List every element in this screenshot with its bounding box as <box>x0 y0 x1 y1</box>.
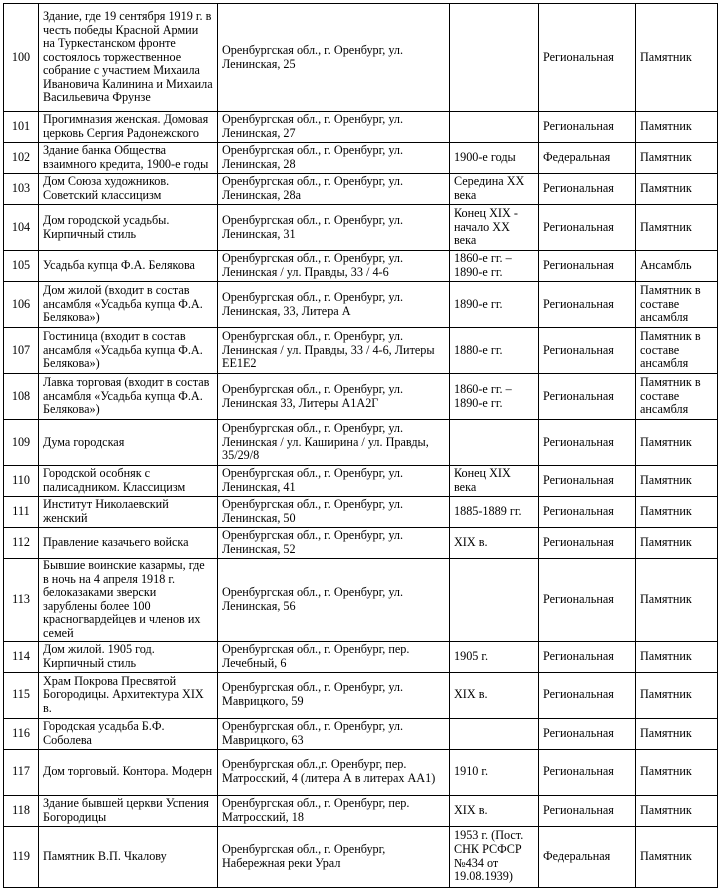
object-date-cell <box>450 420 539 466</box>
row-number-cell: 115 <box>4 672 39 718</box>
object-address-cell: Оренбургская обл., г. Оренбург, ул. Ленинская, 31 <box>218 205 450 251</box>
object-address-cell: Оренбургская обл., г. Оренбург, ул. Ленинская / ул. Правды, 33 / 4-6 <box>218 251 450 282</box>
object-address-cell: Оренбургская обл., г. Оренбург, Набережная реки Урал <box>218 826 450 887</box>
object-type-cell: Памятник <box>636 795 718 826</box>
row-number-cell: 102 <box>4 143 39 174</box>
object-name-cell: Памятник В.П. Чкалову <box>39 826 218 887</box>
object-name-cell: Правление казачьего войска <box>39 528 218 559</box>
object-address-cell: Оренбургская обл., г. Оренбург, ул. Ленинская / ул. Правды, 33 / 4-6, Литеры ЕЕ1Е2 <box>218 328 450 374</box>
table-row <box>4 174 718 205</box>
protection-category-cell: Региональная <box>539 174 636 205</box>
table-row <box>4 559 718 642</box>
table-row <box>4 143 718 174</box>
protection-category-cell: Региональная <box>539 374 636 420</box>
row-number-cell: 118 <box>4 795 39 826</box>
object-address-cell: Оренбургская обл., г. Оренбург, ул. Ленинская, 50 <box>218 497 450 528</box>
row-number-cell: 108 <box>4 374 39 420</box>
protection-category-cell: Региональная <box>539 528 636 559</box>
object-date-cell: 1860-е гг. – 1890-е гг. <box>450 251 539 282</box>
table-row <box>4 420 718 466</box>
row-number-cell: 101 <box>4 112 39 143</box>
object-address-cell: Оренбургская обл., г. Оренбург, ул. Ленинская, 25 <box>218 4 450 112</box>
table-row <box>4 528 718 559</box>
object-type-cell: Памятник <box>636 497 718 528</box>
protection-category-cell: Региональная <box>539 328 636 374</box>
protection-category-cell: Региональная <box>539 749 636 795</box>
object-date-cell: 1860-е гг. – 1890-е гг. <box>450 374 539 420</box>
object-date-cell: 1880-е гг. <box>450 328 539 374</box>
object-type-cell: Памятник <box>636 749 718 795</box>
object-address-cell: Оренбургская обл., г. Оренбург, ул. Ленинская, 28 <box>218 143 450 174</box>
object-name-cell: Дом городской усадьбы. Кирпичный стиль <box>39 205 218 251</box>
object-date-cell: Конец XIX века <box>450 466 539 497</box>
object-address-cell: Оренбургская обл., г. Оренбург, ул. Ленинская, 33, Литера А <box>218 282 450 328</box>
object-type-cell: Памятник <box>636 718 718 749</box>
object-date-cell <box>450 112 539 143</box>
row-number-cell: 107 <box>4 328 39 374</box>
row-number-cell: 119 <box>4 826 39 887</box>
row-number-cell: 103 <box>4 174 39 205</box>
object-date-cell <box>450 559 539 642</box>
object-name-cell: Здание банка Общества взаимного кредита, 1900-е годы <box>39 143 218 174</box>
object-name-cell: Городской особняк с палисадником. Классицизм <box>39 466 218 497</box>
object-address-cell: Оренбургская обл., г. Оренбург, пер. Матросский, 18 <box>218 795 450 826</box>
object-date-cell: Конец XIX - начало XX века <box>450 205 539 251</box>
object-name-cell: Лавка торговая (входит в состав ансамбля «Усадьба купца Ф.А. Белякова») <box>39 374 218 420</box>
object-address-cell: Оренбургская обл., г. Оренбург, ул. Маврицкого, 59 <box>218 672 450 718</box>
monuments-table <box>3 3 718 888</box>
object-name-cell: Дом торговый. Контора. Модерн <box>39 749 218 795</box>
table-row <box>4 795 718 826</box>
protection-category-cell: Региональная <box>539 718 636 749</box>
row-number-cell: 112 <box>4 528 39 559</box>
table-row <box>4 672 718 718</box>
object-address-cell: Оренбургская обл., г. Оренбург, ул. Ленинская, 28а <box>218 174 450 205</box>
protection-category-cell: Федеральная <box>539 826 636 887</box>
protection-category-cell: Региональная <box>539 795 636 826</box>
protection-category-cell: Региональная <box>539 672 636 718</box>
object-name-cell: Дом жилой (входит в состав ансамбля «Усадьба купца Ф.А. Белякова») <box>39 282 218 328</box>
table-row <box>4 112 718 143</box>
object-type-cell: Памятник в составе ансамбля <box>636 328 718 374</box>
object-type-cell: Памятник в составе ансамбля <box>636 282 718 328</box>
object-name-cell: Дом Союза художников. Советский классицизм <box>39 174 218 205</box>
object-type-cell: Памятник <box>636 528 718 559</box>
object-address-cell: Оренбургская обл., г. Оренбург, ул. Ленинская / ул. Каширина / ул. Правды, 35/29/8 <box>218 420 450 466</box>
object-name-cell: Дума городская <box>39 420 218 466</box>
protection-category-cell: Региональная <box>539 641 636 672</box>
object-type-cell: Памятник <box>636 466 718 497</box>
table-row <box>4 251 718 282</box>
object-type-cell: Памятник <box>636 112 718 143</box>
row-number-cell: 113 <box>4 559 39 642</box>
object-address-cell: Оренбургская обл., г. Оренбург, ул. Маврицкого, 63 <box>218 718 450 749</box>
object-address-cell: Оренбургская обл., г. Оренбург, ул. Ленинская, 56 <box>218 559 450 642</box>
object-type-cell: Памятник <box>636 420 718 466</box>
table-row <box>4 4 718 112</box>
object-date-cell <box>450 4 539 112</box>
table-row <box>4 749 718 795</box>
object-date-cell: 1900-е годы <box>450 143 539 174</box>
row-number-cell: 116 <box>4 718 39 749</box>
object-type-cell: Памятник <box>636 4 718 112</box>
object-address-cell: Оренбургская обл., г. Оренбург, ул. Ленинская, 27 <box>218 112 450 143</box>
object-name-cell: Храм Покрова Пресвятой Богородицы. Архитектура XIX в. <box>39 672 218 718</box>
object-name-cell: Здание бывшей церкви Успения Богородицы <box>39 795 218 826</box>
object-type-cell: Памятник <box>636 205 718 251</box>
object-name-cell: Городская усадьба Б.Ф. Соболева <box>39 718 218 749</box>
table-row <box>4 826 718 887</box>
object-date-cell: 1905 г. <box>450 641 539 672</box>
table-row <box>4 328 718 374</box>
object-date-cell: 1890-е гг. <box>450 282 539 328</box>
protection-category-cell: Региональная <box>539 420 636 466</box>
object-name-cell: Усадьба купца Ф.А. Белякова <box>39 251 218 282</box>
object-address-cell: Оренбургская обл., г. Оренбург, ул. Ленинская 33, Литеры А1А2Г <box>218 374 450 420</box>
protection-category-cell: Региональная <box>539 466 636 497</box>
object-type-cell: Памятник <box>636 174 718 205</box>
row-number-cell: 114 <box>4 641 39 672</box>
object-type-cell: Памятник <box>636 672 718 718</box>
object-date-cell <box>450 718 539 749</box>
object-type-cell: Памятник <box>636 559 718 642</box>
protection-category-cell: Региональная <box>539 497 636 528</box>
table-row <box>4 641 718 672</box>
protection-category-cell: Региональная <box>539 112 636 143</box>
row-number-cell: 104 <box>4 205 39 251</box>
row-number-cell: 106 <box>4 282 39 328</box>
protection-category-cell: Региональная <box>539 559 636 642</box>
row-number-cell: 117 <box>4 749 39 795</box>
row-number-cell: 110 <box>4 466 39 497</box>
table-row <box>4 497 718 528</box>
object-type-cell: Памятник <box>636 641 718 672</box>
object-date-cell: 1910 г. <box>450 749 539 795</box>
table-row <box>4 718 718 749</box>
object-date-cell: XIX в. <box>450 672 539 718</box>
object-date-cell: Середина XX века <box>450 174 539 205</box>
object-name-cell: Здание, где 19 сентября 1919 г. в честь победы Красной Армии на Туркестанском фронте состоялось торжественное собрание с участием Михаила Ивановича Калинина и Михаила Васильевича Фрунзе <box>39 4 218 112</box>
object-type-cell: Памятник <box>636 143 718 174</box>
object-address-cell: Оренбургская обл.,г. Оренбург, пер. Матросский, 4 (литера А в литерах АА1) <box>218 749 450 795</box>
protection-category-cell: Региональная <box>539 251 636 282</box>
object-name-cell: Институт Николаевский женский <box>39 497 218 528</box>
object-address-cell: Оренбургская обл., г. Оренбург, ул. Ленинская, 41 <box>218 466 450 497</box>
table-row <box>4 466 718 497</box>
object-type-cell: Ансамбль <box>636 251 718 282</box>
row-number-cell: 109 <box>4 420 39 466</box>
row-number-cell: 105 <box>4 251 39 282</box>
object-name-cell: Бывшие воинские казармы, где в ночь на 4 апреля 1918 г. белоказаками зверски зарублены более 100 красногвардейцев и членов их семей <box>39 559 218 642</box>
protection-category-cell: Региональная <box>539 282 636 328</box>
table-row <box>4 374 718 420</box>
protection-category-cell: Региональная <box>539 205 636 251</box>
object-type-cell: Памятник в составе ансамбля <box>636 374 718 420</box>
object-name-cell: Дом жилой. 1905 год. Кирпичный стиль <box>39 641 218 672</box>
table-row <box>4 205 718 251</box>
object-type-cell: Памятник <box>636 826 718 887</box>
object-date-cell: XIX в. <box>450 795 539 826</box>
table-row <box>4 282 718 328</box>
row-number-cell: 100 <box>4 4 39 112</box>
object-name-cell: Прогимназия женская. Домовая церковь Сергия Радонежского <box>39 112 218 143</box>
object-date-cell: XIX в. <box>450 528 539 559</box>
object-address-cell: Оренбургская обл., г. Оренбург, ул. Ленинская, 52 <box>218 528 450 559</box>
protection-category-cell: Федеральная <box>539 143 636 174</box>
object-date-cell: 1885-1889 гг. <box>450 497 539 528</box>
table-body <box>4 4 718 888</box>
object-name-cell: Гостиница (входит в состав ансамбля «Усадьба купца Ф.А. Белякова») <box>39 328 218 374</box>
row-number-cell: 111 <box>4 497 39 528</box>
protection-category-cell: Региональная <box>539 4 636 112</box>
object-date-cell: 1953 г. (Пост. СНК РСФСР №434 от 19.08.1939) <box>450 826 539 887</box>
object-address-cell: Оренбургская обл., г. Оренбург, пер. Лечебный, 6 <box>218 641 450 672</box>
